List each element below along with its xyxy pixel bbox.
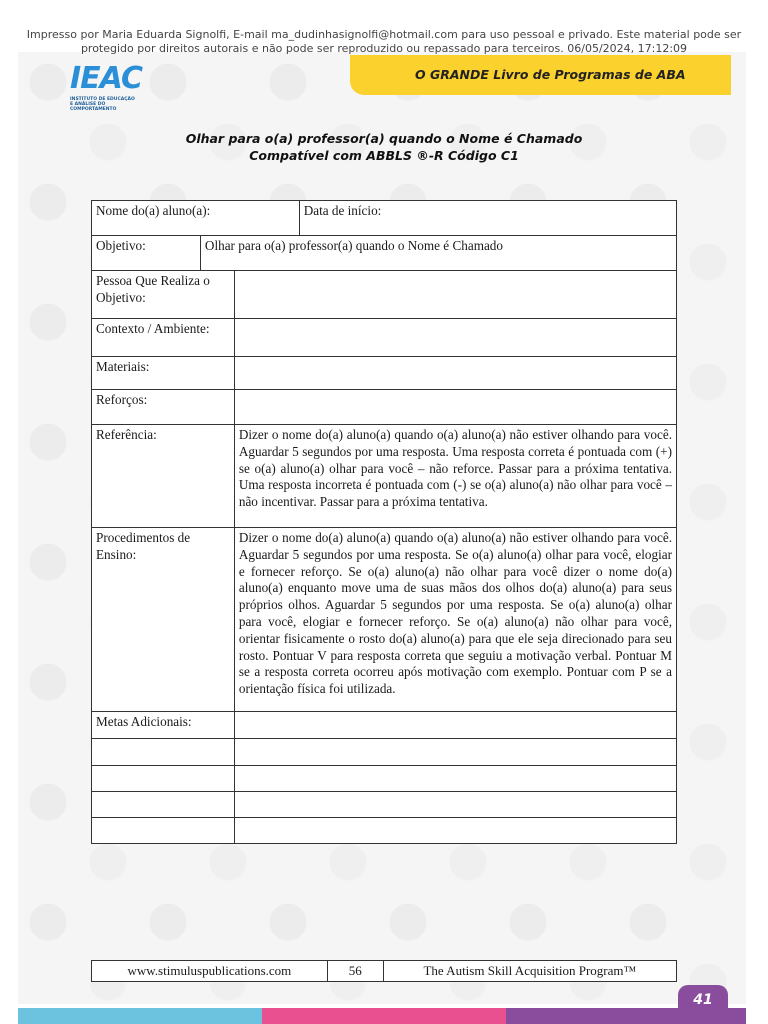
reference-text: Dizer o nome do(a) aluno(a) quando o(a) aluno(a) não estiver olhando para você. Aguardar 5 segundos por uma resposta. Uma resposta correta é pontuada com (+) se o(a) aluno(a) olhar para você – não reforce. Passar para a próxima tentativa. Uma resposta incorreta é pontuada com (-) se o(a) aluno(a) não olhar para você – não incentivar. Passar para a próxima tentativa. <box>234 425 676 528</box>
person-label: Pessoa Que Realiza o Objetivo: <box>92 271 235 319</box>
program-title-line-1: Olhar para o(a) professor(a) quando o Nome é Chamado <box>185 131 583 146</box>
goals-field-1[interactable] <box>234 712 676 739</box>
procedures-label: Procedimentos de Ensino: <box>92 528 235 712</box>
context-field[interactable] <box>234 319 676 357</box>
program-title-line-2: Compatível com ABBLS ®-R Código C1 <box>249 148 519 163</box>
objective-value: Olhar para o(a) professor(a) quando o Nome é Chamado <box>200 236 676 271</box>
goals-field-2[interactable] <box>234 739 676 766</box>
goals-field-4[interactable] <box>234 792 676 818</box>
goals-field-5[interactable] <box>234 818 676 844</box>
watermark-line-2: protegido por direitos autorais e não pode ser reproduzido ou repassado para terceiros. 06/05/2024, 17:12:09 <box>80 42 688 55</box>
objective-label: Objetivo: <box>92 236 201 271</box>
reference-label: Referência: <box>92 425 235 528</box>
footer-page: 56 <box>327 961 383 982</box>
student-name-label: Nome do(a) aluno(a): <box>96 203 211 218</box>
ieac-logo <box>70 61 150 112</box>
context-label: Contexto / Ambiente: <box>92 319 235 357</box>
goals-label: Metas Adicionais: <box>92 712 235 739</box>
goals-field-3[interactable] <box>234 766 676 792</box>
student-name-field[interactable] <box>92 201 300 236</box>
reinforcers-label: Reforços: <box>92 390 235 425</box>
page-number-tab: 41 <box>678 985 728 1015</box>
watermark-line-1: Impresso por Maria Eduarda Signolfi, E-mail ma_dudinhasignolfi@hotmail.com para uso pessoal e privado. Este material pode ser <box>26 28 742 41</box>
goals-row-label-2[interactable] <box>92 739 235 766</box>
logo-wordmark: IEAC <box>70 61 142 96</box>
footer-bar-pink <box>262 1008 506 1024</box>
person-field[interactable] <box>234 271 676 319</box>
goals-row-label-3[interactable] <box>92 766 235 792</box>
start-date-label: Data de início: <box>303 203 382 218</box>
logo-subtitle: INSTITUTO DE EDUCAÇÃO E ANÁLISE DO COMPORTAMENTO <box>70 97 135 112</box>
footer-table <box>91 960 677 982</box>
materials-field[interactable] <box>234 357 676 390</box>
start-date-field[interactable] <box>299 201 676 236</box>
footer-program-name: The Autism Skill Acquisition Program™ <box>383 961 676 982</box>
procedures-text: Dizer o nome do(a) aluno(a) quando o(a) aluno(a) não estiver olhando para você. Aguardar 5 segundos por uma resposta. Se o(a) aluno(a) olhar para você, elogiar e fornecer reforço. Se o(a) aluno(a) não olhar para você dizer o nome do(a) aluno(a) enquanto move uma de suas mãos dos olhos do(a) aluno(a) para seus próprios olhos. Aguardar 5 segundos por uma resposta. Se o(a) aluno(a) olhar para você, elogiar e fornecer reforço. Se o(a) aluno(a) não olhar para você, orientar fisicamente o rosto do(a) aluno(a) para que ele seja direcionado para seu rosto. Pontuar V para resposta correta que seguiu a motivação verbal. Pontuar M se a resposta correta ocorreu após motivação com exemplo. Pontuar com P se a orientação física foi utilizada. <box>234 528 676 712</box>
materials-label: Materiais: <box>92 357 235 390</box>
goals-row-label-4[interactable] <box>92 792 235 818</box>
footer-bar-blue <box>18 1008 262 1024</box>
program-title <box>0 130 768 164</box>
reinforcers-field[interactable] <box>234 390 676 425</box>
goals-row-label-5[interactable] <box>92 818 235 844</box>
print-watermark <box>0 28 768 56</box>
program-form-table <box>91 200 677 844</box>
book-title-banner: O GRANDE Livro de Programas de ABA <box>350 55 731 95</box>
footer-website: www.stimuluspublications.com <box>92 961 328 982</box>
